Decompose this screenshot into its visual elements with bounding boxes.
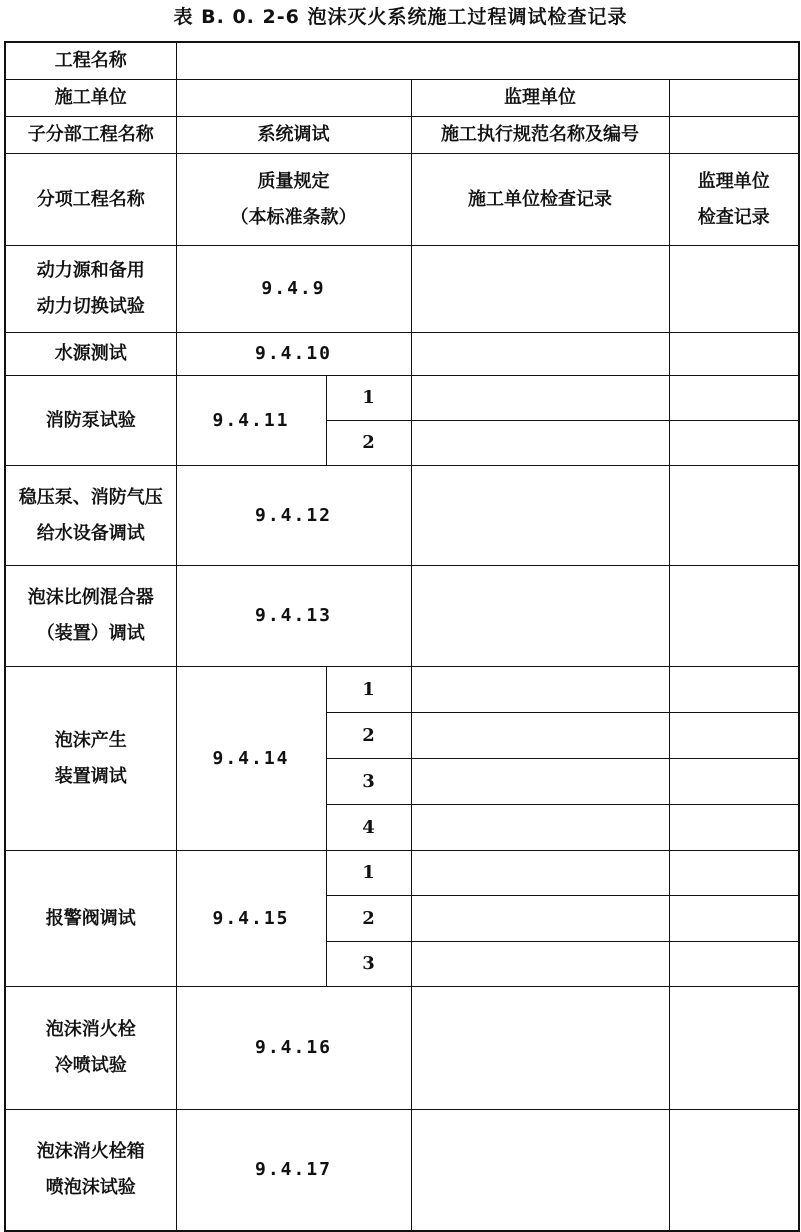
clause-number: 9.4.11 [176, 376, 326, 466]
supervision-record-cell[interactable] [669, 851, 799, 896]
construction-record-cell[interactable] [411, 987, 669, 1110]
item-name-line1: 泡沫产生 [54, 729, 127, 751]
supervision-record-cell[interactable] [669, 466, 799, 566]
table-row [5, 987, 799, 1110]
item-name-line1: 泡沫消火栓 [45, 1019, 136, 1040]
construction-record-cell[interactable] [411, 896, 669, 942]
supervision-check-header-line1: 监理单位 [697, 170, 770, 192]
supervision-record-cell[interactable] [669, 759, 799, 805]
table-row [5, 376, 799, 421]
clause-number: 9.4.10 [176, 333, 411, 376]
clause-number: 9.4.13 [176, 566, 411, 667]
page-title: 表 B. 0. 2-6 泡沫灭火系统施工过程调试检查记录 [173, 6, 628, 28]
construction-record-cell[interactable] [411, 805, 669, 851]
supervision-record-cell[interactable] [669, 376, 799, 421]
item-name-line2: 装置调试 [54, 765, 127, 787]
construction-record-cell[interactable] [411, 246, 669, 333]
table-row [5, 333, 799, 376]
supervision-unit-field[interactable] [669, 80, 799, 117]
supervision-check-header-line2: 检查记录 [697, 206, 770, 228]
supervision-record-cell[interactable] [669, 896, 799, 942]
quality-header-line1: 质量规定 [257, 170, 330, 192]
item-name: 消防泵试验 [5, 376, 176, 466]
supervision-record-cell[interactable] [669, 987, 799, 1110]
clause-number: 9.4.17 [176, 1110, 411, 1231]
construction-record-cell[interactable] [411, 667, 669, 713]
supervision-record-cell[interactable] [669, 942, 799, 987]
spec-label: 施工执行规范名称及编号 [411, 117, 669, 154]
item-name [5, 566, 176, 667]
table-row [5, 246, 799, 333]
quality-header [176, 154, 411, 246]
item-name [5, 246, 176, 333]
item-name: 水源测试 [5, 333, 176, 376]
row-units [5, 80, 799, 117]
inspection-record-table [4, 41, 800, 1232]
construction-record-cell[interactable] [411, 376, 669, 421]
supervision-record-cell[interactable] [669, 713, 799, 759]
supervision-unit-label: 监理单位 [411, 80, 669, 117]
clause-number: 9.4.16 [176, 987, 411, 1110]
item-name: 报警阀调试 [5, 851, 176, 987]
construction-record-cell[interactable] [411, 713, 669, 759]
row-sub-project [5, 117, 799, 154]
clause-number: 9.4.15 [176, 851, 326, 987]
supervision-record-cell[interactable] [669, 421, 799, 466]
sub-item-number: 4 [326, 805, 411, 851]
sub-item-number: 2 [326, 713, 411, 759]
item-name [5, 1110, 176, 1231]
clause-number: 9.4.12 [176, 466, 411, 566]
row-project-name [5, 42, 799, 80]
sub-item-number: 1 [326, 667, 411, 713]
item-name-line1: 泡沫消火栓箱 [36, 1140, 145, 1162]
supervision-record-cell[interactable] [669, 1110, 799, 1231]
construction-record-cell[interactable] [411, 942, 669, 987]
table-row [5, 1110, 799, 1231]
sub-project-label: 子分部工程名称 [5, 117, 176, 154]
item-name [5, 466, 176, 566]
sub-item-number: 2 [326, 896, 411, 942]
supervision-record-cell[interactable] [669, 246, 799, 333]
item-name-line1: 动力源和备用 [36, 260, 145, 281]
sub-item-number: 1 [326, 376, 411, 421]
sub-item-number: 3 [326, 759, 411, 805]
construction-record-cell[interactable] [411, 333, 669, 376]
supervision-record-cell[interactable] [669, 566, 799, 667]
sub-item-number: 3 [326, 942, 411, 987]
sub-item-number: 2 [326, 421, 411, 466]
table-row [5, 667, 799, 713]
item-name-line2: 给水设备调试 [36, 522, 145, 544]
project-name-label: 工程名称 [5, 42, 176, 80]
construction-record-cell[interactable] [411, 759, 669, 805]
item-name-line2: （装置）调试 [36, 623, 145, 644]
item-name-line2: 喷泡沫试验 [45, 1176, 136, 1198]
item-name-line2: 动力切换试验 [36, 296, 145, 317]
construction-record-cell[interactable] [411, 1110, 669, 1231]
quality-header-line2: （本标准条款） [230, 206, 357, 228]
supervision-record-cell[interactable] [669, 333, 799, 376]
item-name-header: 分项工程名称 [5, 154, 176, 246]
sub-item-number: 1 [326, 851, 411, 896]
item-name [5, 987, 176, 1110]
table-row [5, 466, 799, 566]
item-name-line1: 稳压泵、消防气压 [18, 486, 163, 508]
construction-record-cell[interactable] [411, 566, 669, 667]
supervision-check-header [669, 154, 799, 246]
clause-number: 9.4.9 [176, 246, 411, 333]
table-row [5, 851, 799, 896]
construction-unit-label: 施工单位 [5, 80, 176, 117]
project-name-field[interactable] [176, 42, 799, 80]
table-row [5, 566, 799, 667]
construction-unit-field[interactable] [176, 80, 411, 117]
clause-number: 9.4.14 [176, 667, 326, 851]
item-name-line1: 泡沫比例混合器 [27, 587, 154, 608]
item-name [5, 667, 176, 851]
sub-project-value: 系统调试 [176, 117, 411, 154]
construction-record-cell[interactable] [411, 421, 669, 466]
supervision-record-cell[interactable] [669, 667, 799, 713]
construction-record-cell[interactable] [411, 466, 669, 566]
row-column-headers [5, 154, 799, 246]
construction-record-cell[interactable] [411, 851, 669, 896]
supervision-record-cell[interactable] [669, 805, 799, 851]
spec-field[interactable] [669, 117, 799, 154]
item-name-line2: 冷喷试验 [54, 1055, 127, 1076]
construction-check-header: 施工单位检查记录 [411, 154, 669, 246]
